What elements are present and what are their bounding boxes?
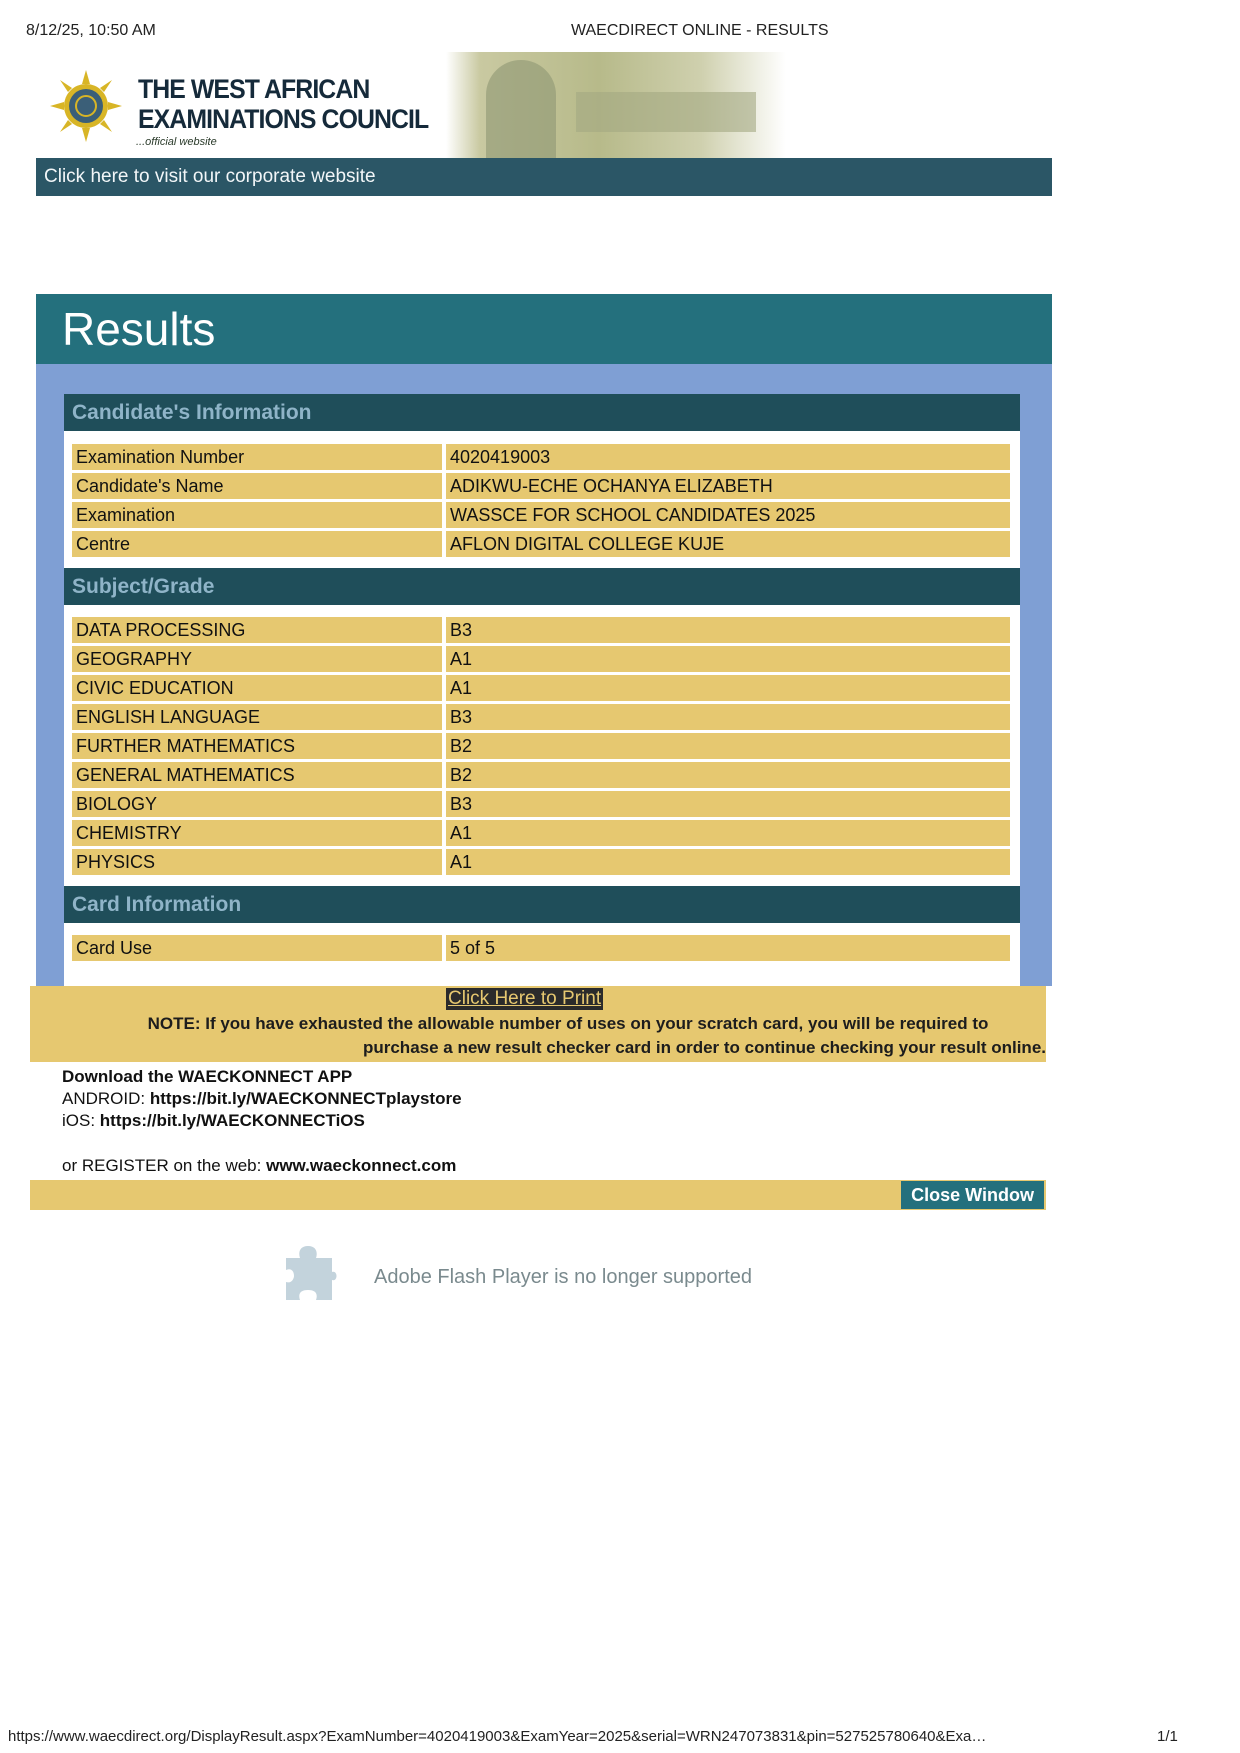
print-link[interactable]: Click Here to Print xyxy=(448,988,602,1009)
close-bar xyxy=(30,1180,1046,1210)
print-url: https://www.waecdirect.org/DisplayResult.aspx?ExamNumber=4020419003&ExamYear=2025&serial=WRN247073831&pin=527525780640&Exa… xyxy=(8,1728,987,1745)
info-row xyxy=(72,531,1010,557)
print-date: 8/12/25, 10:50 AM xyxy=(26,22,156,39)
info-row xyxy=(72,502,1010,528)
subject-grade: B2 xyxy=(446,733,1010,759)
print-note-bar xyxy=(30,986,1046,1062)
subject-name: PHYSICS xyxy=(72,849,442,875)
results-content xyxy=(64,394,1020,986)
subject-name: GEOGRAPHY xyxy=(72,646,442,672)
info-value: AFLON DIGITAL COLLEGE KUJE xyxy=(446,531,1010,557)
info-label: Centre xyxy=(72,531,442,557)
waec-seal-icon xyxy=(50,70,122,142)
android-label: ANDROID: xyxy=(62,1089,146,1108)
subject-row xyxy=(72,762,1010,788)
subject-row xyxy=(72,849,1010,875)
info-label: Examination xyxy=(72,502,442,528)
corporate-website-link[interactable]: Click here to visit our corporate website xyxy=(36,158,1052,196)
brand-tagline: ...official website xyxy=(136,136,217,148)
banner-photo xyxy=(446,52,786,158)
subject-grade: B3 xyxy=(446,617,1010,643)
subject-name: GENERAL MATHEMATICS xyxy=(72,762,442,788)
ios-link[interactable]: https://bit.ly/WAECKONNECTiOS xyxy=(99,1111,365,1130)
note-line-2: purchase a new result checker card in order to continue checking your result online. xyxy=(362,1038,1046,1057)
header-banner xyxy=(36,52,1052,158)
subject-grade: A1 xyxy=(446,849,1010,875)
flash-unsupported-message: Adobe Flash Player is no longer supported xyxy=(374,1266,753,1288)
register-label: or REGISTER on the web: xyxy=(62,1156,262,1175)
page-title: Results xyxy=(36,294,1052,364)
info-value: ADIKWU-ECHE OCHANYA ELIZABETH xyxy=(446,473,1010,499)
results-panel xyxy=(36,294,1052,986)
ios-line xyxy=(62,1110,462,1132)
card-use-row xyxy=(72,935,1010,961)
app-download-block xyxy=(62,1066,462,1132)
card-use-value: 5 of 5 xyxy=(446,935,1010,961)
info-row xyxy=(72,444,1010,470)
subject-row xyxy=(72,675,1010,701)
brand-name-line1: THE WEST AFRICAN xyxy=(138,74,370,104)
info-label: Examination Number xyxy=(72,444,442,470)
card-use-label: Card Use xyxy=(72,935,442,961)
close-window-button[interactable]: Close Window xyxy=(901,1181,1044,1209)
info-row xyxy=(72,473,1010,499)
subject-grade: A1 xyxy=(446,646,1010,672)
register-link[interactable]: www.waeckonnect.com xyxy=(266,1156,457,1175)
subject-name: CHEMISTRY xyxy=(72,820,442,846)
note-label: NOTE: xyxy=(147,1014,201,1033)
info-value: WASSCE FOR SCHOOL CANDIDATES 2025 xyxy=(446,502,1010,528)
brand-name-line2: EXAMINATIONS COUNCIL xyxy=(138,104,429,134)
subject-name: CIVIC EDUCATION xyxy=(72,675,442,701)
card-info-header: Card Information xyxy=(64,886,1020,923)
subject-name: FURTHER MATHEMATICS xyxy=(72,733,442,759)
scratch-card-note xyxy=(30,1012,1046,1060)
print-page-title: WAECDIRECT ONLINE - RESULTS xyxy=(571,22,829,39)
note-line-1 xyxy=(30,1012,1046,1036)
subject-grade: B3 xyxy=(446,791,1010,817)
plugin-puzzle-icon xyxy=(280,1242,338,1306)
subject-row xyxy=(72,646,1010,672)
subject-row xyxy=(72,704,1010,730)
info-label: Candidate's Name xyxy=(72,473,442,499)
subject-row xyxy=(72,617,1010,643)
ios-label: iOS: xyxy=(62,1111,96,1130)
note-text-1: If you have exhausted the allowable number of uses on your scratch card, you will be required to xyxy=(205,1014,989,1033)
subject-row xyxy=(72,791,1010,817)
info-value: 4020419003 xyxy=(446,444,1010,470)
candidate-info-header: Candidate's Information xyxy=(64,394,1020,431)
android-line xyxy=(62,1088,462,1110)
subject-row xyxy=(72,820,1010,846)
flash-placeholder xyxy=(280,1240,840,1310)
subject-row xyxy=(72,733,1010,759)
subject-grade: B3 xyxy=(446,704,1010,730)
subject-grade-header: Subject/Grade xyxy=(64,568,1020,605)
subject-grade: A1 xyxy=(446,820,1010,846)
subject-grade: B2 xyxy=(446,762,1010,788)
android-link[interactable]: https://bit.ly/WAECKONNECTplaystore xyxy=(149,1089,462,1108)
subject-grade: A1 xyxy=(446,675,1010,701)
app-download-title: Download the WAECKONNECT APP xyxy=(62,1067,353,1086)
print-page-number: 1/1 xyxy=(1157,1728,1178,1745)
register-line xyxy=(62,1156,456,1176)
subject-name: BIOLOGY xyxy=(72,791,442,817)
subject-name: DATA PROCESSING xyxy=(72,617,442,643)
subject-name: ENGLISH LANGUAGE xyxy=(72,704,442,730)
